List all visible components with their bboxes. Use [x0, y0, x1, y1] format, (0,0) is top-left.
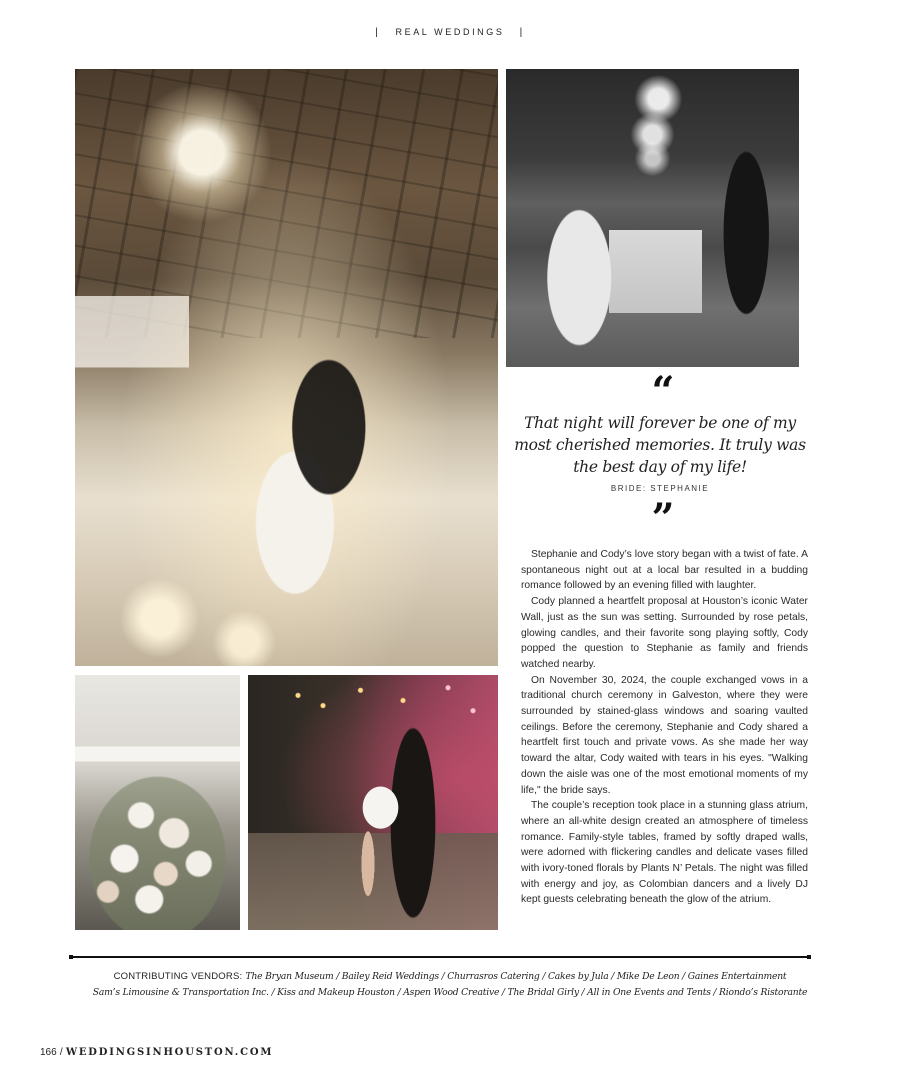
page-footer [40, 1047, 273, 1058]
divider-bar-left: | [375, 27, 381, 38]
floral-arrangement [75, 675, 240, 930]
open-quote-icon: “ [651, 368, 669, 415]
florals-photo [75, 675, 240, 930]
bride-figure [248, 675, 498, 930]
website-name: WEDDINGSINHOUSTON.COM [65, 1047, 274, 1058]
article-body [521, 547, 808, 908]
groom-figure [506, 69, 799, 367]
page-number: 166 [40, 1047, 57, 1058]
paragraph: Cody planned a heartfelt proposal at Houston’s iconic Water Wall, just as the sun was setting. Surrounded by rose petals, glowing candles, and their favorite song playing softly, Cody popped the question to Stephanie as family and friends watched nearby. [521, 596, 808, 670]
close-quote-icon: ” [651, 495, 669, 542]
pull-quote [510, 368, 810, 542]
paragraph: Stephanie and Cody’s love story began with a twist of fate. A spontaneous night out at a local bar resulted in a budding romance followed by an evening filled with laughter. [521, 549, 808, 592]
contributing-vendors [40, 969, 860, 1000]
bw-photo-first-dance [506, 69, 799, 367]
dance-floor-photo [248, 675, 498, 930]
vendors-list-1: The Bryan Museum / Bailey Reid Weddings / Churrasros Catering / Cakes by Jula / Mike De Leon / Gaines Entertainment [245, 971, 787, 982]
running-head [0, 27, 900, 38]
section-title: REAL WEDDINGS [395, 27, 505, 37]
vendors-label: CONTRIBUTING VENDORS: [113, 971, 243, 982]
paragraph: The couple’s reception took place in a stunning glass atrium, where an all-white design created an atmosphere of timeless romance. Family-style tables, framed by softly draped walls, were adorned with flickering candles and delicate vases filled with ivory-toned florals by Plants N’ Petals. The night was filled with energy and joy, as Colombian dancers and a lively DJ kept guests celebrating beneath the glow of the atrium. [521, 800, 808, 906]
hero-photo-couple-embrace [75, 69, 498, 666]
quote-text: That night will forever be one of my most cherished memories. It truly was the best day of my life! [514, 414, 806, 476]
divider-bar-right: | [519, 27, 525, 38]
vendors-list-2: Sam’s Limousine & Transportation Inc. / Kiss and Makeup Houston / Aspen Wood Creative / The Bridal Girly / All in One Events and Tents / Riondo’s Ristorante [92, 986, 808, 998]
quote-attribution: BRIDE: STEPHANIE [610, 484, 710, 493]
folio-separator: / [59, 1047, 63, 1058]
vendors-line-1 [40, 969, 860, 985]
paragraph: On November 30, 2024, the couple exchanged vows in a traditional church ceremony in Galveston, where they were surrounded by stained-glass windows and soaring vaulted ceilings. Before the ceremony, Stephanie and Cody shared a heartfelt first touch and private vows. As she made her way toward the altar, Cody waited with tears in his eyes. "Walking down the aisle was one of the most emotional moments of my life," the bride says. [521, 674, 808, 796]
couple-figure [75, 69, 498, 666]
horizontal-rule [71, 956, 809, 958]
